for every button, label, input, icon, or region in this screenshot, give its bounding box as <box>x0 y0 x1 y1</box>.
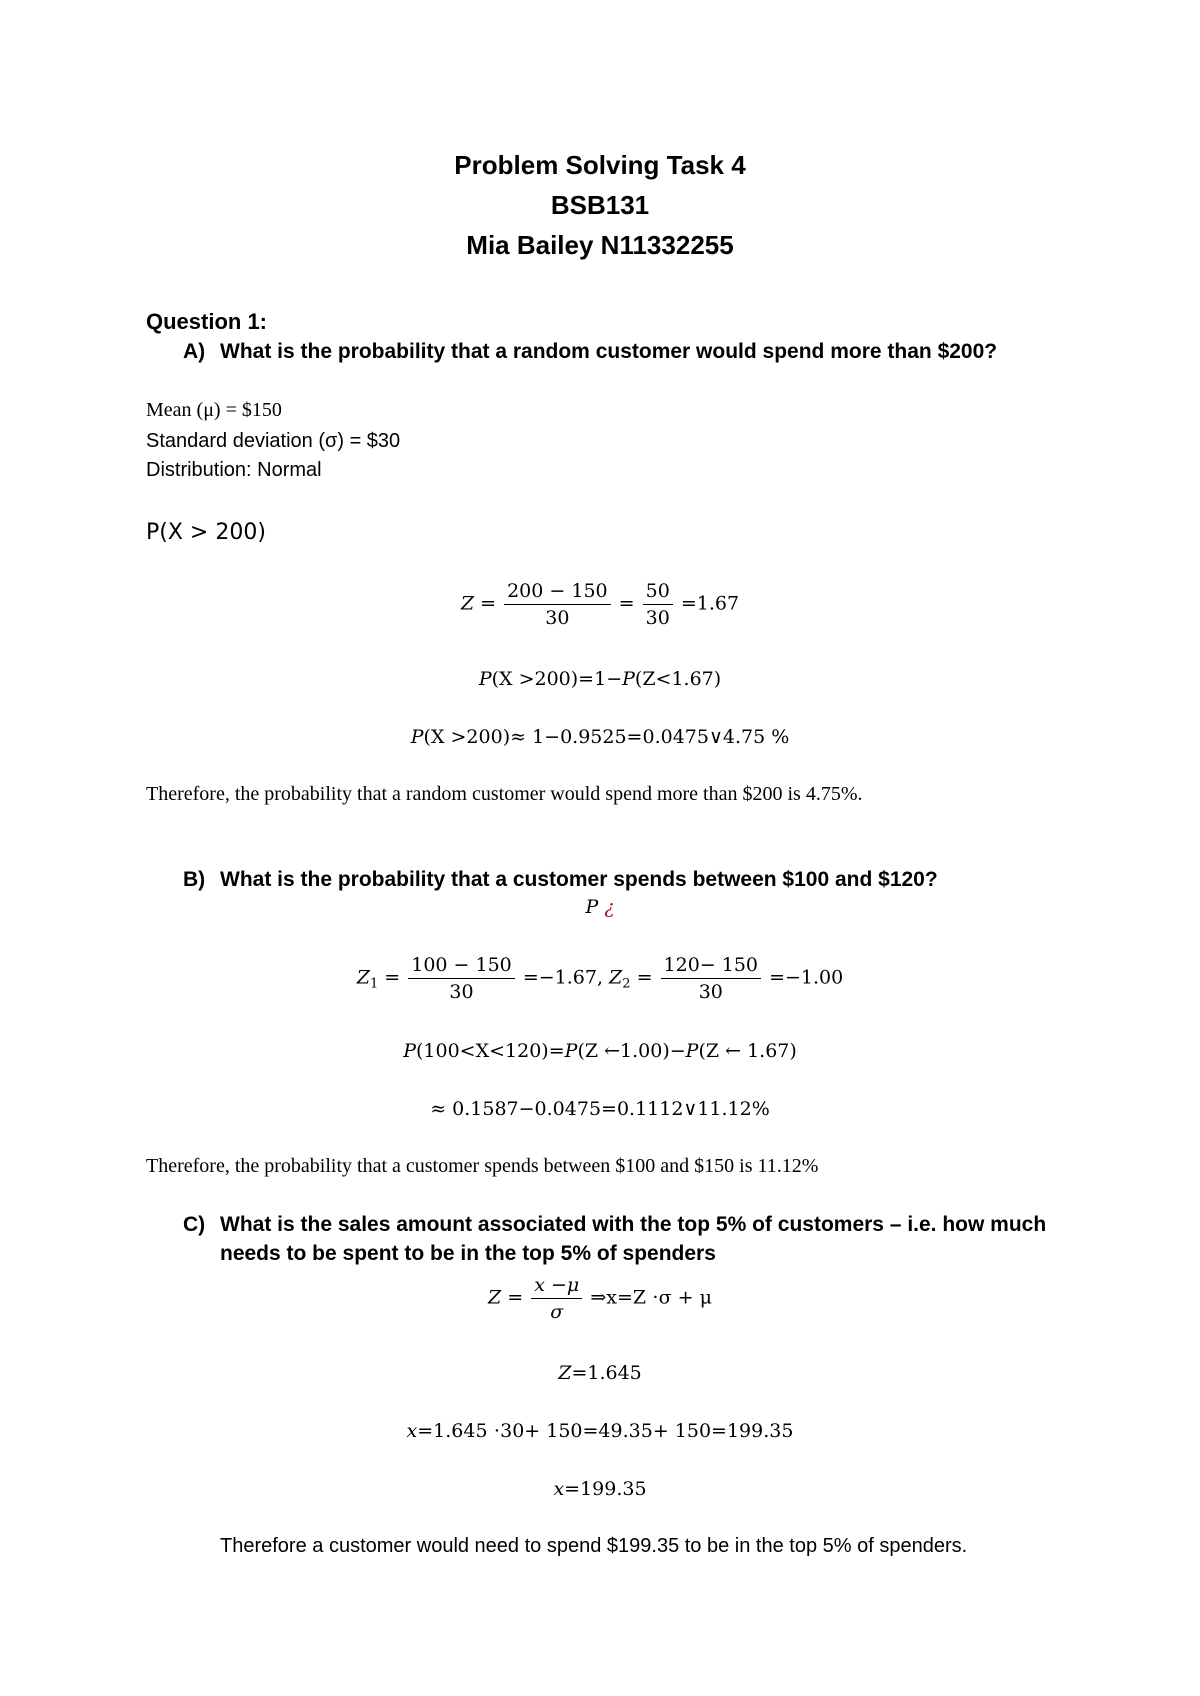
fraction-c1: $\frac{x -\mu}{\sigma}$ <box>531 1272 582 1325</box>
part-b-question: What is the probability that a customer spends between $100 and $120? <box>220 868 938 891</box>
part-c-question-line1: What is the sales amount associated with the top 5% of customers – i.e. how much <box>220 1213 1047 1236</box>
course-code: BSB131 <box>550 190 650 220</box>
question-1-heading: Question 1: <box>146 309 268 334</box>
result-equation-b: ≈ 0.1587−0.0475=0.1112∨11.12% <box>430 1098 770 1120</box>
part-b-label: B) <box>183 868 206 891</box>
document-title: Problem Solving Task 4 <box>454 150 746 180</box>
formula-equation-c: Z = $\frac{x -\mu}{\sigma}$ ⇒x=Z ⋅σ + μ <box>488 1274 712 1323</box>
fraction-a2: $\frac{50}{30}$ <box>643 578 673 631</box>
z-value-c: Z=1.645 <box>558 1362 642 1384</box>
part-c-question-line2: needs to be spent to be in the top 5% of spenders <box>220 1242 716 1265</box>
complement-equation-a: P(X >200)=1−P(Z<1.67) <box>478 668 722 690</box>
x-value-c: x=199.35 <box>553 1478 647 1500</box>
calc-equation-c: x=1.645 ⋅30+ 150=49.35+ 150=199.35 <box>406 1420 794 1442</box>
z-score-equation-b: $Z_1$ = $\frac{100 - 150}{30}$ =−1.67, $Z_2$ = $\frac{120- 150}{30}$ =−1.00 <box>356 954 844 1003</box>
part-a-label: A) <box>183 340 206 363</box>
part-a-question: What is the probability that a random customer would spend more than $200? <box>220 340 998 363</box>
mean-line: Mean (μ) = $150 <box>146 399 282 421</box>
part-a-conclusion: Therefore, the probability that a random customer would spend more than $200 is 4.75%. <box>146 783 863 805</box>
fraction-b2: $\frac{120- 150}{30}$ <box>661 952 762 1005</box>
part-c-label: C) <box>183 1213 206 1236</box>
part-b-conclusion: Therefore, the probability that a customer spends between $100 and $150 is 11.12% <box>146 1155 819 1177</box>
z-score-equation-a: Z = $\frac{200 - 150}{30}$ = $\frac{50}{30}$ =1.67 <box>460 580 740 629</box>
interval-equation-b: P(100<X<120)=P(Z ←1.00)−P(Z ← 1.67) <box>403 1040 797 1062</box>
prob-statement: P(X > 200) <box>146 520 266 545</box>
distribution-line: Distribution: Normal <box>146 459 322 481</box>
result-equation-a: P(X >200)≈ 1−0.9525=0.0475∨4.75 % <box>410 726 790 748</box>
fraction-b1: $\frac{100 - 150}{30}$ <box>408 952 515 1005</box>
fraction-a1: $\frac{200 - 150}{30}$ <box>504 578 611 631</box>
placeholder-equation-b: P ¿ <box>585 896 615 918</box>
sd-line: Standard deviation (σ) = $30 <box>146 430 401 452</box>
part-c-conclusion: Therefore a customer would need to spend $199.35 to be in the top 5% of spenders. <box>220 1535 968 1557</box>
author-line: Mia Bailey N11332255 <box>466 230 734 260</box>
